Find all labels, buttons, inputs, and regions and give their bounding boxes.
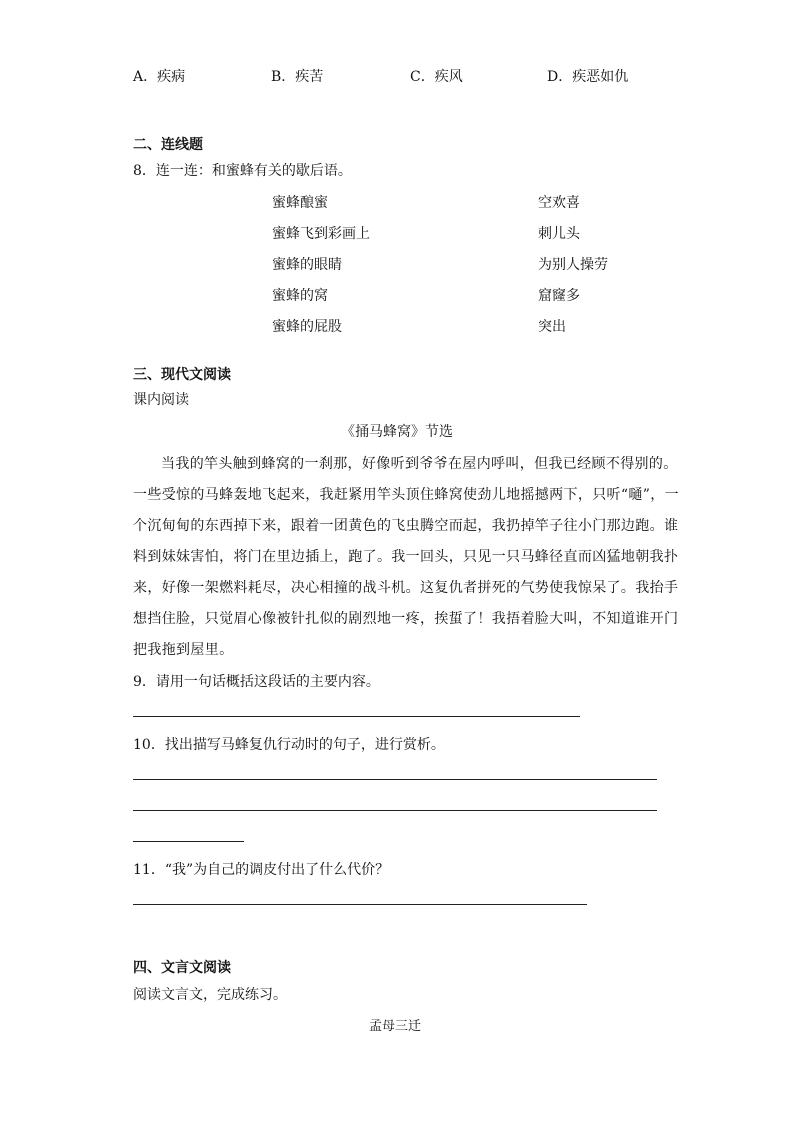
option-b: B．疾苦 [271,69,324,85]
section-2-title: 二、连线题 [133,137,203,153]
section-4-title: 四、文言文阅读 [133,960,231,976]
answer-line-q9[interactable] [133,716,580,717]
option-a: A．疾病 [133,69,186,85]
match-left-item: 蜜蜂酿蜜 [272,195,328,211]
answer-line-q10-2[interactable] [133,810,657,811]
passage-title: 《捅马蜂窝》节选 [341,424,453,440]
passage-line: 个沉甸甸的东西掉下来，跟着一团黄色的飞虫腾空而起，我扔掉竿子往小门那边跑。谁 [133,518,679,534]
answer-line-q11[interactable] [133,904,587,905]
match-right-item: 空欢喜 [538,195,580,211]
question-10: 10．找出描写马蜂复仇行动时的句子，进行赏析。 [133,737,445,753]
match-left-item: 蜜蜂的屁股 [272,319,342,335]
option-c: C．疾风 [410,69,463,85]
match-right-item: 刺儿头 [538,226,580,242]
match-right-item: 窟窿多 [538,288,580,304]
match-left-item: 蜜蜂的窝 [272,288,328,304]
passage-line: 料到妹妹害怕，将门在里边插上，跑了。我一回头，只见一只马蜂径直而凶猛地朝我扑 [133,549,679,565]
match-right-item: 突出 [538,319,566,335]
section-3-title: 三、现代文阅读 [133,367,231,383]
question-11: 11．“我”为自己的调皮付出了什么代价？ [133,862,390,878]
passage-line: 当我的竿头触到蜂窝的一刹那，好像听到爷爷在屋内呼叫，但我已经顾不得别的。 [161,456,678,472]
section-3-subtitle: 课内阅读 [133,392,189,408]
match-left-item: 蜜蜂的眼睛 [272,257,342,273]
answer-line-q10-3[interactable] [133,841,244,842]
question-8: 8．连一连：和蜜蜂有关的歇后语。 [133,163,352,179]
question-9: 9．请用一句话概括这段话的主要内容。 [133,674,380,690]
passage-line: 来，好像一架燃料耗尽，决心相撞的战斗机。这复仇者拼死的气势使我惊呆了。我抬手 [133,580,679,596]
match-right-item: 为别人操劳 [538,257,608,273]
classical-passage-title: 孟母三迁 [369,1019,422,1034]
option-d: D．疾恶如仇 [547,69,629,85]
answer-line-q10-1[interactable] [133,779,657,780]
match-left-item: 蜜蜂飞到彩画上 [272,226,370,242]
passage-line: 一些受惊的马蜂轰地飞起来，我赶紧用竿头顶住蜂窝使劲儿地摇撼两下，只听“嗵”，一 [133,487,679,503]
passage-line: 把我拖到屋里。 [133,642,234,658]
section-4-subtitle: 阅读文言文，完成练习。 [133,987,287,1003]
passage-line: 想挡住脸，只觉眉心像被针扎似的剧烈地一疼，挨蜇了！我捂着脸大叫，不知道谁开门 [133,611,679,627]
